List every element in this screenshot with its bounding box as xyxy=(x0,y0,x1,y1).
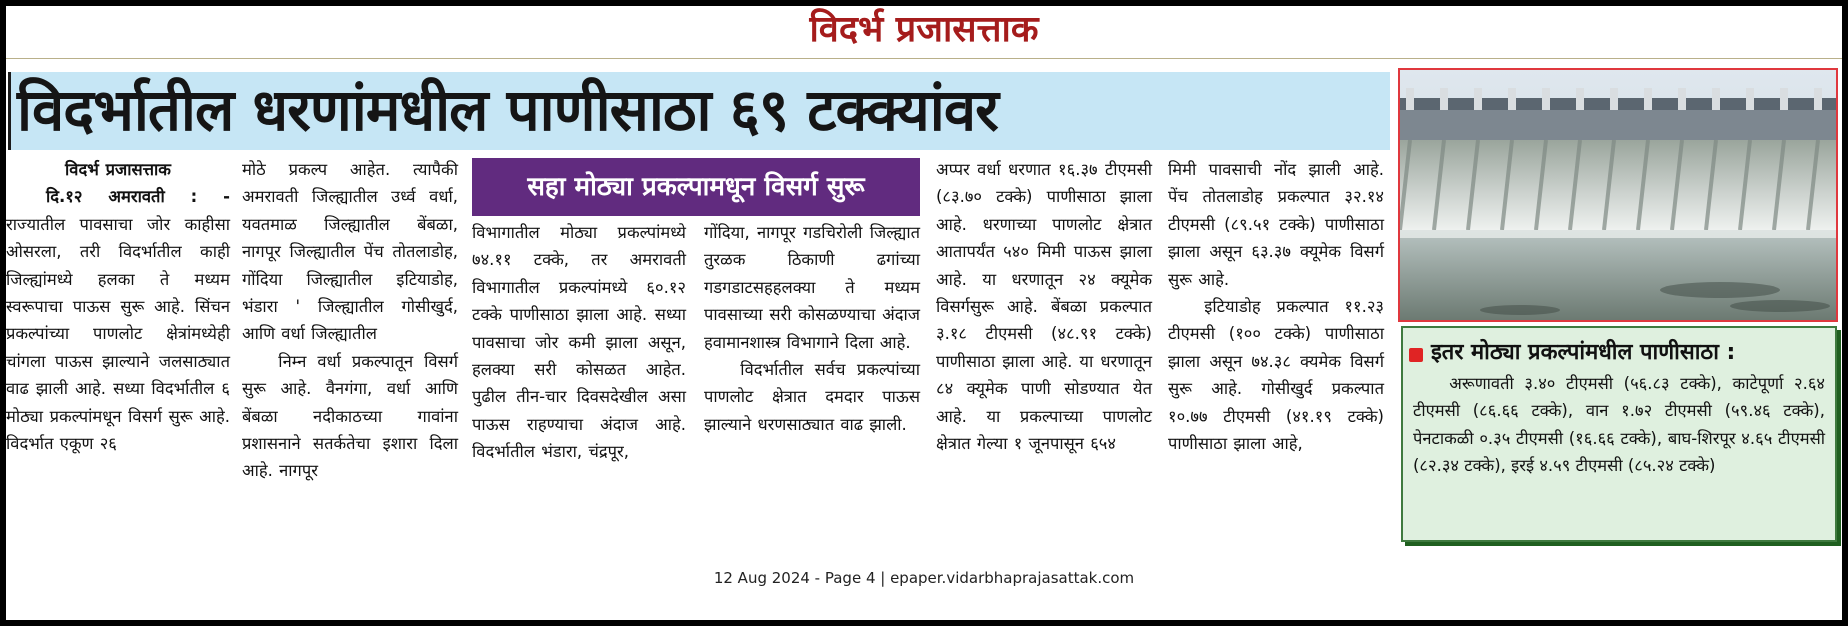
article-column-1 xyxy=(6,156,230,457)
sidebox-title: इतर मोठ्या प्रकल्पांमधील पाणीसाठा : xyxy=(1431,340,1736,365)
dam-spillway-image xyxy=(1400,70,1836,320)
sidebox-body: अरूणावती ३.४० टीएमसी (५६.८३ टक्के), काटेपूर्णा २.६४ टीएमसी (८६.६६ टक्के), वान १.७२ टीएमसी (५९.४६ टक्के), पेनटाकळी ०.३५ टीएमसी (१६.६६ टक्के), बाघ-शिरपूर ४.६५ टीएमसी (८२.३४ टक्के), इरई ४.५९ टीएमसी (८५.२४ टक्के) xyxy=(1413,374,1825,476)
headline-band xyxy=(8,72,1390,150)
article-paragraph: गोंदिया, नागपूर गडचिरोली जिल्ह्यात तुरळक ठिकाणी ढगांच्या गडगडाटसहहलक्या ते मध्यम पावसाच्या सरी कोसळण्याचा अंदाज हवामानशास्त्र विभागाने दिला आहे. xyxy=(704,223,920,352)
article-column-5 xyxy=(936,156,1152,457)
page-footer: 12 Aug 2024 - Page 4 | epaper.vidarbhaprajasattak.com xyxy=(713,569,1135,587)
reservoir-storage-box xyxy=(1401,326,1837,542)
article-column-6 xyxy=(1168,156,1384,457)
article-paragraph: मोठे प्रकल्प आहेत. त्यापैकी अमरावती जिल्ह्यातील उर्ध्व वर्धा, यवतमाळ जिल्ह्यातील बेंबळा, नागपूर जिल्ह्यातील पेंच तोतलाडोह, गोंदिया जिल्ह्यातील इटियाडोह, भंडारा ' जिल्ह्यातील गोसीखुर्द, आणि वर्धा जिल्ह्यातील xyxy=(242,160,458,344)
article-paragraph: निम्न वर्धा प्रकल्पातून विसर्ग सुरू आहे. वैनगंगा, वर्धा आणि बेंबळा नदीकाठच्या गावांना प्रशासनाने सतर्कतेचा इशारा दिला आहे. नागपूर xyxy=(242,351,458,481)
newspaper-page xyxy=(6,6,1842,620)
byline-publication: विदर्भ प्रजासत्ताक xyxy=(65,160,171,179)
headline: विदर्भातील धरणांमधील पाणीसाठा ६९ टक्क्यांवर xyxy=(17,76,998,144)
article-column-4 xyxy=(704,219,920,438)
red-square-icon xyxy=(1409,348,1423,362)
masthead-divider xyxy=(6,58,1842,59)
sidebox-title-row xyxy=(1413,336,1825,370)
subheading-box: सहा मोठ्या प्रकल्पामधून विसर्ग सुरू xyxy=(472,158,920,216)
article-column-2 xyxy=(242,156,458,485)
article-paragraph: विदर्भातील सर्वच प्रकल्पांच्या पाणलोट क्षेत्रात दमदार पाऊस झाल्याने धरणसाठ्यात वाढ झाली. xyxy=(704,360,920,434)
article-paragraph: विभागातील मोठ्या प्रकल्पांमध्ये ७४.११ टक्के, तर अमरावती विभागातील प्रकल्पांमध्ये ६०.१२ टक्के पाणीसाठा झाला आहे. सध्या पावसाचा जोर कमी झाला असून, हलक्या सरी कोसळत आहेत. पुढील तीन-चार दिवसदेखील असा पाऊस राहण्याचा अंदाज आहे. विदर्भातील भंडारा, चंद्रपूर, xyxy=(472,223,686,462)
article-paragraph: राज्यातील पावसाचा जोर काहीसा ओसरला, तरी विदर्भातील काही जिल्ह्यांमध्ये हलका ते मध्यम स्वरूपाचा पाऊस सुरू आहे. सिंचन प्रकल्पांच्या पाणलोट क्षेत्रांमध्येही चांगला पाऊस झाल्याने जलसाठ्यात वाढ झाली आहे. सध्या विदर्भातील ६ मोठ्या प्रकल्पांमधून विसर्ग सुरू आहे. विदर्भात एकूण २६ xyxy=(6,214,230,454)
article-paragraph: इटियाडोह प्रकल्पात ११.२३ टीएमसी (१०० टक्के) पाणीसाठा झाला असून ७४.३८ क्यमेक विसर्ग सुरू आहे. गोसीखुर्द प्रकल्पात १०.७७ टीएमसी (४१.१९ टक्के) पाणीसाठा झाला आहे, xyxy=(1168,297,1384,454)
dam-photo xyxy=(1398,68,1838,322)
article-paragraph: अप्पर वर्धा धरणात १६.३७ टीएमसी (८३.७० टक्के) पाणीसाठा झाला आहे. धरणाच्या पाणलोट क्षेत्रात आतापर्यंत ५४० मिमी पाऊस झाला आहे. या धरणातून २४ क्यूमेक विसर्गसुरू आहे. बेंबळा प्रकल्पात ३.१८ टीएमसी (४८.९१ टक्के) पाणीसाठा झाला आहे. या धरणातून ८४ क्यूमेक पाणी सोडण्यात येत आहे. या प्रकल्पाच्या पाणलोट क्षेत्रात गेल्या १ जूनपासून ६५४ xyxy=(936,160,1152,454)
article-paragraph: मिमी पावसाची नोंद झाली आहे. पेंच तोतलाडोह प्रकल्पात ३२.१४ टीएमसी (८९.५१ टक्के) पाणीसाठा झाला असून ६३.३७ क्यूमेक विसर्ग सुरू आहे. xyxy=(1168,160,1384,289)
dateline: दि.१२ अमरावती : - xyxy=(46,187,230,207)
article-column-3 xyxy=(472,219,686,466)
masthead: विदर्भ प्रजासत्ताक xyxy=(809,8,1039,50)
